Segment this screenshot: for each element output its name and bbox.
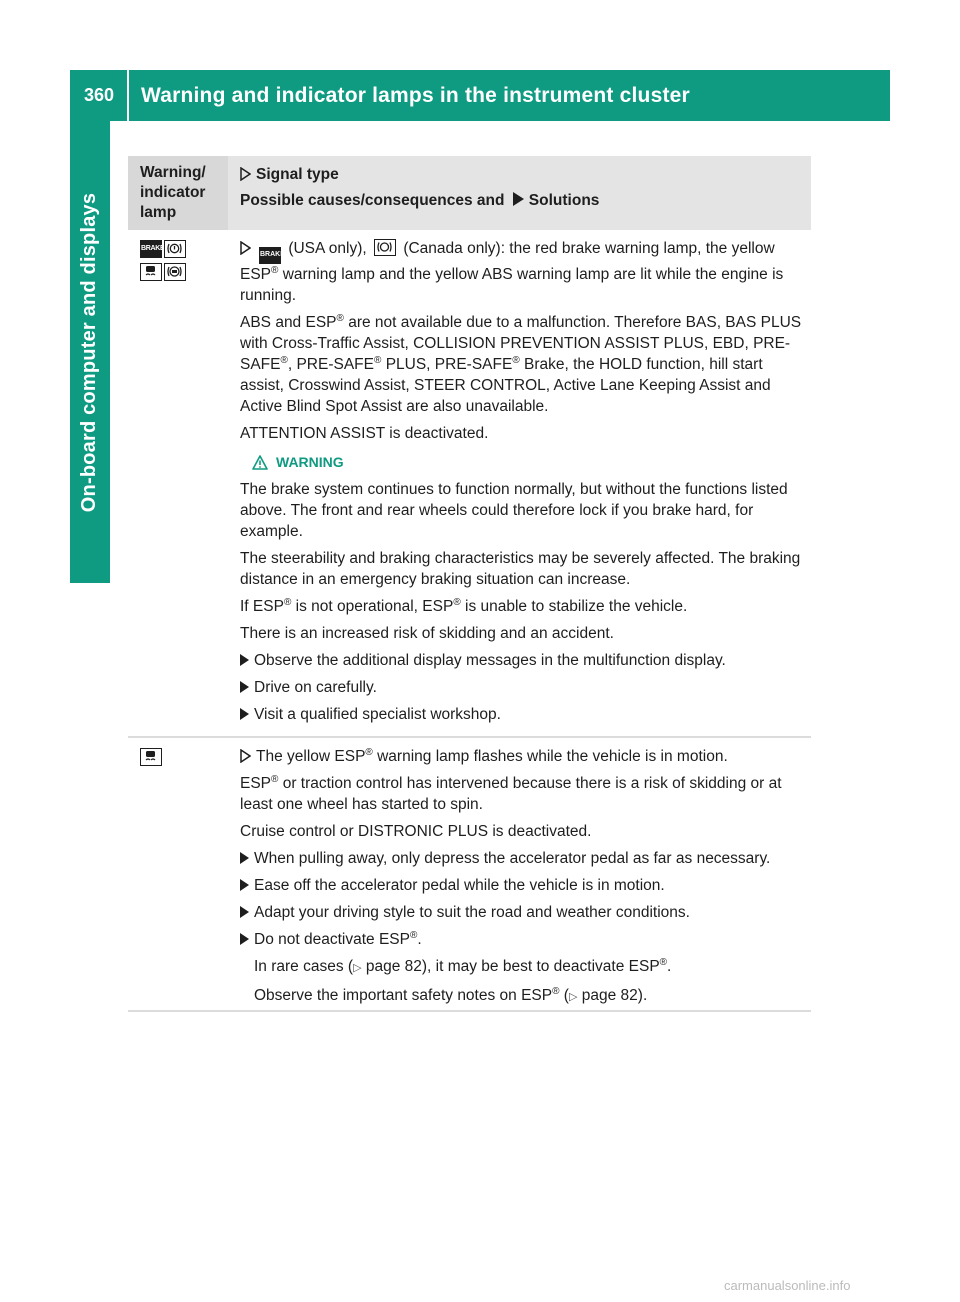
step-text: Do not deactivate ESP: [254, 931, 410, 948]
signal-text: (USA only),: [288, 240, 367, 257]
step-arrow-icon: [240, 879, 249, 891]
signal-triangle-icon: [240, 167, 251, 181]
registered-mark: ®: [280, 354, 288, 366]
step-arrow-icon: [240, 708, 249, 720]
solution-step: [240, 848, 810, 869]
row-text: [240, 238, 810, 731]
step-text: Ease off the accelerator pedal while the vehicle is in motion.: [254, 877, 665, 894]
section-tab-marker: [70, 538, 110, 583]
table-row: [128, 746, 811, 1008]
registered-mark: ®: [271, 773, 279, 785]
registered-mark: ®: [512, 354, 520, 366]
cause-text: , PRE-SAFE: [287, 356, 374, 373]
abs-icon: [164, 263, 186, 281]
registered-mark: ®: [409, 929, 418, 941]
col-header-signal: [228, 156, 599, 230]
page-number: 360: [84, 85, 115, 105]
step-arrow-icon: [240, 933, 249, 945]
note-text: .: [667, 958, 672, 975]
signal-text: (Canada only): the red brake warning lamp, the yellow ESP: [240, 240, 775, 283]
page-ref-icon: ▷: [568, 991, 578, 1003]
registered-mark: ®: [336, 312, 344, 324]
step-arrow-icon: [240, 852, 249, 864]
step-text: Drive on carefully.: [254, 679, 377, 696]
section-label-wrap: [70, 121, 110, 583]
cause-text: or traction control has intervened because there is a risk of skidding or at least one wheel has started to spin.: [240, 775, 782, 813]
step-note: [240, 956, 810, 979]
step-text: When pulling away, only depress the accelerator pedal as far as necessary.: [254, 850, 771, 867]
solution-step: [240, 704, 810, 725]
solution-step: [240, 902, 810, 923]
row-divider: [128, 1010, 811, 1012]
warning-triangle-icon: [252, 455, 268, 470]
cause-text: ABS and ESP: [240, 314, 337, 331]
cause-text: PLUS, PRE-SAFE: [385, 356, 513, 373]
signal-description: [240, 746, 810, 767]
registered-mark: ®: [453, 596, 461, 608]
row-divider: [128, 736, 811, 738]
row-text: [240, 746, 810, 1014]
warning-text: The brake system continues to function normally, but without the functions listed above. The front and rear wheels could therefore lock if you brake hard, for example.: [240, 481, 788, 540]
lamp-icons: [140, 240, 230, 281]
causes-label: Possible causes/consequences and: [240, 192, 505, 209]
table-header: [128, 156, 811, 230]
brake-warning-icon: BRAKE: [140, 240, 162, 258]
lamp-icons: [140, 748, 230, 766]
step-arrow-icon: [240, 906, 249, 918]
signal-triangle-icon: [240, 241, 251, 255]
step-arrow-icon: [240, 654, 249, 666]
solution-step: [240, 875, 810, 896]
registered-mark: ®: [271, 264, 279, 276]
brake-circle-icon: [374, 239, 396, 256]
registered-mark: ®: [365, 746, 373, 758]
esp-skid-icon: [140, 748, 162, 766]
solution-step: [240, 677, 810, 698]
registered-mark: ®: [283, 596, 292, 608]
table-row: [128, 238, 811, 733]
registered-mark: ®: [659, 956, 668, 968]
warning-text-part: If ESP: [240, 598, 284, 615]
warning-text: There is an increased risk of skidding and an accident.: [240, 625, 614, 642]
step-text: .: [417, 931, 422, 948]
brake-circle-icon: [164, 240, 186, 258]
signal-type-label: Signal type: [256, 166, 339, 183]
signal-text: warning lamp flashes while the vehicle is in motion.: [377, 748, 728, 765]
note-text: (: [563, 987, 569, 1004]
col-header-lamp: Warning/ indicator lamp: [128, 156, 228, 230]
registered-mark: ®: [374, 354, 382, 366]
signal-triangle-icon: [240, 749, 251, 763]
registered-mark: ®: [552, 985, 560, 997]
solution-arrow-icon: [513, 192, 524, 206]
watermark: carmanualsonline.info: [724, 1278, 851, 1293]
warning-text-part: is unable to stabilize the vehicle.: [465, 598, 688, 615]
section-label: On-board computer and displays: [78, 192, 101, 512]
warning-text-part: is not operational, ESP: [295, 598, 454, 615]
cause-text: are not available due to a malfunction. Therefore BAS, BAS PLUS with Cross-Traffic Assist, COLLISION PREVENTION ASSIST PLUS, EBD, PRE-SAFE: [240, 314, 802, 373]
note-text: page 82).: [581, 987, 648, 1004]
page-header: [70, 70, 890, 121]
step-arrow-icon: [240, 681, 249, 693]
page-ref-icon: ▷: [353, 962, 362, 974]
note-text: Observe the important safety notes on ESP: [254, 987, 553, 1004]
step-text: Observe the additional display messages in the multifunction display.: [254, 652, 726, 669]
solutions-label: Solutions: [528, 192, 600, 209]
cause-text: Brake, the HOLD function, hill start assist, Crosswind Assist, STEER CONTROL, Active Lane Keeping Assist and Active Blind Spot Assist are also unavailable.: [240, 356, 771, 415]
note-text: In rare cases (: [254, 958, 354, 975]
cause-text: ESP: [240, 775, 272, 792]
step-text: Adapt your driving style to suit the road and weather conditions.: [254, 904, 690, 921]
cause-paragraph: [240, 773, 810, 815]
signal-text: The yellow ESP: [256, 748, 366, 765]
esp-skid-icon: [140, 263, 162, 281]
cause-paragraph: [240, 312, 810, 417]
consequence-paragraph: Cruise control or DISTRONIC PLUS is deactivated.: [240, 823, 592, 840]
signal-text: warning lamp and the yellow ABS warning lamp are lit while the engine is running.: [240, 266, 784, 304]
step-note: [240, 985, 810, 1008]
warning-text: [240, 596, 810, 617]
warning-text: The steerability and braking characteristics may be severely affected. The braking distance in an emergency braking situation can increase.: [240, 550, 801, 588]
solution-step: [240, 650, 810, 671]
consequence-paragraph: ATTENTION ASSIST is deactivated.: [240, 425, 489, 442]
note-text: page 82), it may be best to deactivate ESP: [365, 958, 660, 975]
warning-label: WARNING: [276, 454, 344, 470]
signal-description: [240, 238, 810, 306]
brake-warning-icon: BRAKE: [259, 247, 281, 264]
page-title: Warning and indicator lamps in the instrument cluster: [141, 83, 690, 107]
step-text: Visit a qualified specialist workshop.: [254, 706, 501, 723]
warning-heading: [240, 452, 810, 473]
solution-step: [240, 929, 810, 950]
